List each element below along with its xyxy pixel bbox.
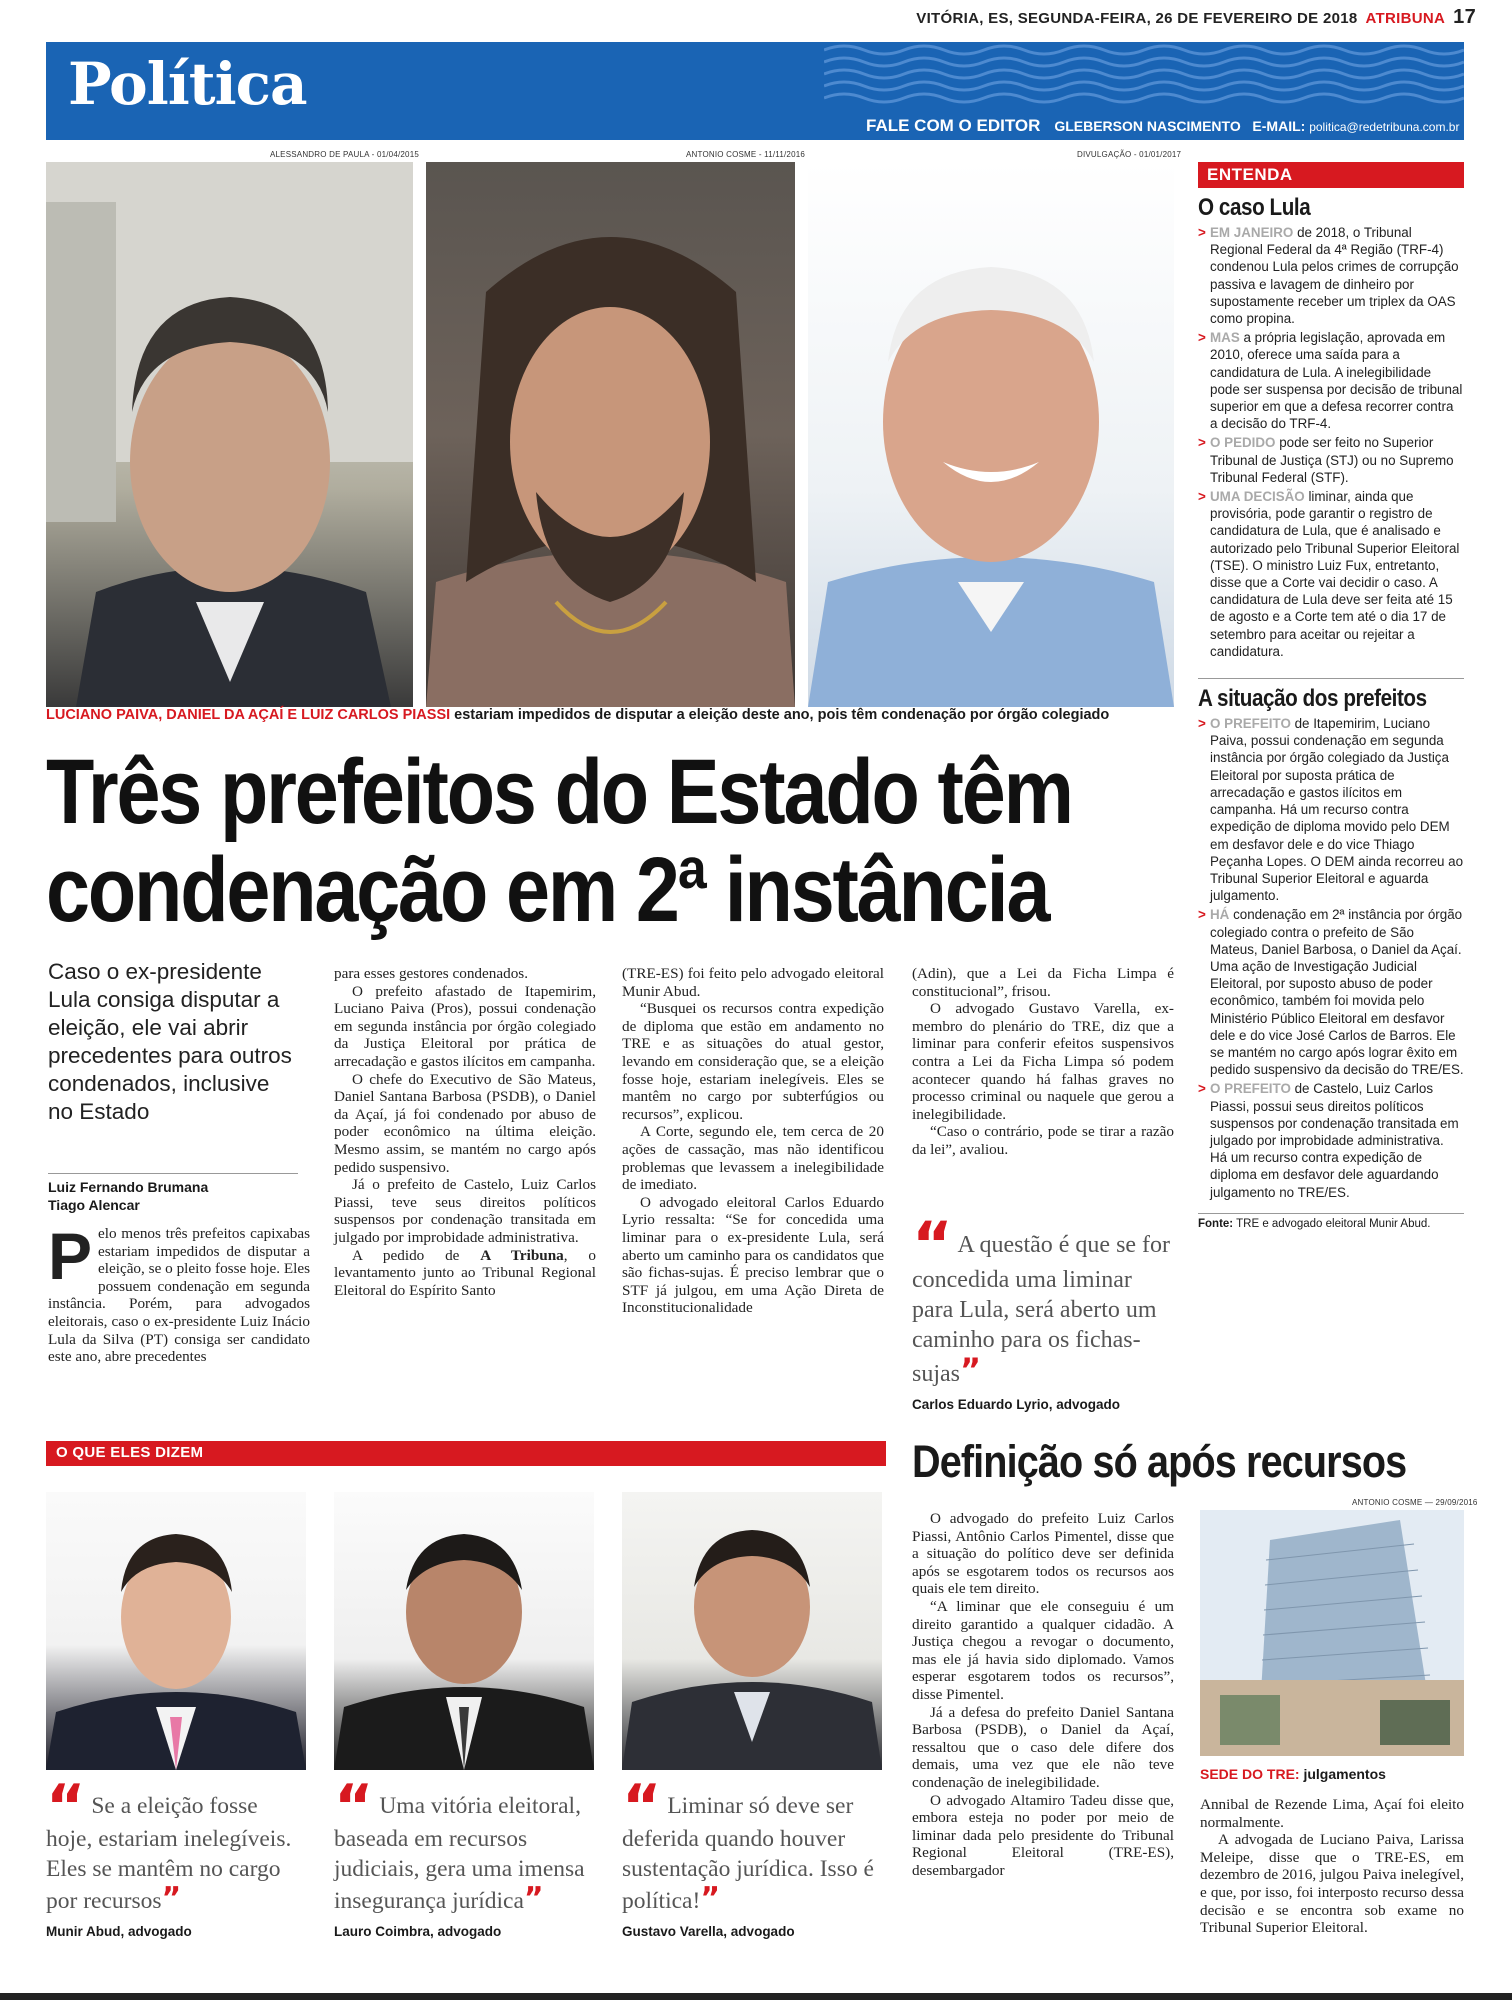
photo-lauro-coimbra xyxy=(334,1492,594,1770)
chevron-right-icon: > xyxy=(1198,489,1206,505)
sidebar-item-lead: MAS xyxy=(1210,330,1240,346)
sidebar-entenda xyxy=(1198,162,1464,1230)
sidebar-title-1: O caso Lula xyxy=(1198,194,1311,221)
col4-paragraph-1: (Adin), que a Lei da Ficha Limpa é constitucional”, frisou. xyxy=(912,965,1174,1000)
pull-quote xyxy=(912,1208,1174,1412)
col3-paragraph-4: O advogado eleitoral Carlos Eduardo Lyrio ressalta: “Se for concedida uma liminar para o ex-presidente Lula, será aberto um caminho para os candidatos que são fichas-sujas. É preciso lembrar que o STF já julgou, em uma Ação Direta de Inconstitucionalidade xyxy=(622,1193,884,1317)
main-headline xyxy=(46,741,1072,941)
sidebar-item xyxy=(1198,715,1464,904)
sidebar-item-lead: HÁ xyxy=(1210,907,1230,923)
editor-email: politica@redetribuna.com.br xyxy=(1309,120,1460,134)
page-number: 17 xyxy=(1453,6,1476,28)
section-title: Política xyxy=(68,50,307,118)
close-quote-icon: ” xyxy=(161,1881,182,1916)
editor-contact xyxy=(866,116,1459,136)
col2-paragraph-4: Já o prefeito de Castelo, Luiz Carlos Piassi, teve seus direitos políticos suspensos por condenação transitada em julgado por improbidade administrativa. xyxy=(334,1176,596,1246)
sidebar-item xyxy=(1198,906,1464,1078)
col3-paragraph-2: “Busquei os recursos contra expedição de diploma que estão em andamento no TRE e as situações do atual gestor, levando em consideração que, se a eleição fosse hoje, estariam inelegíveis. Eles se mantêm no cargo por subterfúgios ou recursos”, explicou. xyxy=(622,1000,884,1123)
sidebar-item-lead: O PREFEITO xyxy=(1210,1081,1291,1097)
date-text: VITÓRIA, ES, SEGUNDA-FEIRA, 26 DE FEVEREIRO DE 2018 xyxy=(916,10,1358,27)
sidebar-tag: ENTENDA xyxy=(1198,162,1464,188)
brand-logo: ATRIBUNA xyxy=(1365,10,1446,27)
col2-paragraph-5 xyxy=(334,1247,596,1300)
quote-3-text: Liminar só deve ser deferida quando houver sustentação jurídica. Isso é política! xyxy=(622,1793,874,1914)
open-quote-icon: “ xyxy=(46,1772,86,1842)
col1-paragraph: elo menos três prefeitos capixabas estariam impedidos de disputar a eleição, se o pleito fosse hoje. Eles possuem condenação em segunda instância. Porém, para advogados eleitorais, caso o ex-presidente Luiz Inácio Lula da Silva (PT) consiga ser candidato este ano, abre precedentes xyxy=(48,1225,310,1366)
photo-luiz-carlos-piassi xyxy=(808,162,1174,707)
open-quote-icon: “ xyxy=(334,1772,374,1842)
tre-caption-text: julgamentos xyxy=(1299,1766,1386,1782)
headline-line-1: Três prefeitos do Estado têm xyxy=(46,741,1072,843)
editor-label: FALE COM O EDITOR xyxy=(866,116,1041,135)
quote-munir-abud xyxy=(46,1772,308,1939)
col2-paragraph-2: O prefeito afastado de Itapemirim, Luciano Paiva (Pros), possui condenação em segunda instância por órgão colegiado da Justiça Eleitoral por prática de arrecadação e gastos ilícitos em campanha. xyxy=(334,982,596,1070)
second-story-column-1 xyxy=(912,1510,1174,1879)
quote-1-text: Se a eleição fosse hoje, estariam inelegíveis. Eles se mantêm no cargo por recursos xyxy=(46,1793,292,1914)
editor-name: GLEBERSON NASCIMENTO xyxy=(1054,118,1241,134)
sidebar-list-2 xyxy=(1198,715,1464,1201)
second-story-column-2 xyxy=(1200,1796,1464,1937)
sidebar-item xyxy=(1198,224,1464,327)
chevron-right-icon: > xyxy=(1198,330,1206,346)
sidebar-item-lead: UMA DECISÃO xyxy=(1210,489,1305,505)
chevron-right-icon: > xyxy=(1198,907,1206,923)
sidebar-item-text: liminar, ainda que provisória, pode garantir o registro de candidatura de Lula, que é analisado e autorizado pelo Tribunal Superior Eleitoral (TSE). O ministro Luiz Fux, entretanto, disse que a Corte vai decidir o caso. A candidatura de Lula deve ser feita até 15 de agosto e a Corte tem até o dia 17 de setembro para aceitar ou rejeitar a candidatura. xyxy=(1210,489,1460,659)
sidebar-item-text: de Itapemirim, Luciano Paiva, possui condenação em segunda instância por órgão colegiado da Justiça Eleitoral por suposta prática de arrecadação e gastos ilícitos em campanha. Há um recurso contra expedição de diploma movido pelo DEM em desfavor dele e do vice Thiago Peçanha Lopes. O DEM ainda recorreu ao Tribunal Superior Eleitoral e aguarda julgamento. xyxy=(1210,716,1464,904)
body-column-1 xyxy=(48,1219,310,1366)
sidebar-item-lead: O PREFEITO xyxy=(1210,716,1291,732)
second-p6: A advogada de Luciano Paiva, Larissa Meleipe, disse que o TRE-ES, em dezembro de 2016, julgou Paiva inelegível, e que, por isso, foi interposto recurso dessa decisão e se encontra sob exame no Tribunal Superior Eleitoral. xyxy=(1200,1831,1464,1937)
photo-tre-building xyxy=(1200,1510,1464,1756)
body-column-4 xyxy=(912,965,1174,1159)
pull-quote-author: Carlos Eduardo Lyrio, advogado xyxy=(912,1397,1121,1412)
second-headline: Definição só após recursos xyxy=(912,1436,1407,1487)
photo-luciano-paiva xyxy=(46,162,413,707)
second-p1: O advogado do prefeito Luiz Carlos Piassi, Antônio Carlos Pimentel, disse que a situação do político deve ser definida após se esgotarem todos os recursos aos quais ele tem direito. xyxy=(912,1510,1174,1598)
photo-caption xyxy=(46,707,1109,723)
quote-gustavo-varella xyxy=(622,1772,884,1939)
col2-p5-brand: A Tribuna xyxy=(480,1246,564,1264)
sidebar-item xyxy=(1198,488,1464,660)
body-column-2 xyxy=(334,965,596,1299)
pull-quote-text: A questão é que se for concedida uma liminar para Lula, será aberto um caminho para os fichas-sujas xyxy=(912,1232,1171,1387)
col3-paragraph-1: (TRE-ES) foi feito pelo advogado eleitoral Munir Abud. xyxy=(622,965,884,1000)
tre-photo-caption xyxy=(1200,1766,1386,1782)
caption-names: LUCIANO PAIVA, DANIEL DA AÇAÍ E LUIZ CARLOS PIASSI xyxy=(46,707,451,723)
caption-text: estariam impedidos de disputar a eleição deste ano, pois têm condenação por órgão colegiado xyxy=(454,707,1110,723)
photo-daniel-da-acai xyxy=(426,162,795,707)
chevron-right-icon: > xyxy=(1198,1081,1206,1097)
col2-p5-c: , o levantamento junto ao Tribunal Regional Eleitoral do Espírito Santo xyxy=(334,1246,596,1299)
col2-p5-a: A pedido de xyxy=(352,1246,481,1264)
author-1: Luiz Fernando Brumana xyxy=(48,1179,209,1195)
quotes-section-tag: O QUE ELES DIZEM xyxy=(46,1441,886,1466)
sidebar-item-text: a própria legislação, aprovada em 2010, oferece uma saída para a candidatura de Lula. A inelegibilidade pode ser suspensa por decisão de tribunal superior em que a defesa recorrer contra a decisão do TRF-4. xyxy=(1210,330,1463,432)
photo-credit-3: DIVULGAÇÃO - 01/01/2017 xyxy=(1077,150,1182,159)
tre-photo-credit: ANTONIO COSME — 29/09/2016 xyxy=(1352,1498,1478,1507)
photo-munir-abud xyxy=(46,1492,306,1770)
col2-paragraph-1: para esses gestores condenados. xyxy=(334,965,528,982)
dateline xyxy=(916,6,1476,29)
quote-1-author: Munir Abud, advogado xyxy=(46,1924,192,1939)
drop-cap: P xyxy=(48,1219,93,1293)
body-column-3 xyxy=(622,965,884,1317)
quote-3-author: Gustavo Varella, advogado xyxy=(622,1924,795,1939)
col3-paragraph-3: A Corte, segundo ele, tem cerca de 20 ações de cassação, mas não identificou problemas que levassem a inelegibilidade de imediato. xyxy=(622,1123,884,1194)
col4-paragraph-2: O advogado Gustavo Varella, ex-membro do plenário do TRE, diz que a liminar para conferir efeitos suspensivos contra a Lei da Ficha Limpa só podem acontecer quando há falhas graves no processo criminal ou naquele que gerou a inelegibilidade. xyxy=(912,1000,1174,1123)
quote-2-text: Uma vitória eleitoral, baseada em recursos judiciais, gera uma imensa insegurança jurídica xyxy=(334,1793,585,1914)
sidebar-item xyxy=(1198,329,1464,432)
sidebar-item-text: condenação em 2ª instância por órgão colegiado contra o prefeito de São Mateus, Daniel Barbosa, o Daniel da Açaí. Uma ação de Investigação Judicial Eleitoral, por suposto abuso de poder econômico, também foi movida pelo Ministério Público Eleitoral em desfavor dele e do vice José Carlos de Barros. Ele se mantém no cargo após lograr êxito em pedido suspensivo da decisão do TRE/ES. xyxy=(1210,907,1464,1078)
quote-2-author: Lauro Coimbra, advogado xyxy=(334,1924,502,1939)
open-quote-icon: “ xyxy=(622,1772,662,1842)
second-p3: Já a defesa do prefeito Daniel Santana Barbosa (PSDB), o Daniel da Açaí, ressaltou que o caso dele difere dos demais, uma vez que ele não teve condenação de inelegibilidade. xyxy=(912,1703,1174,1791)
photo-credit-2: ANTONIO COSME - 11/11/2016 xyxy=(686,150,806,159)
email-label: E-MAIL: xyxy=(1252,118,1306,134)
author-2: Tiago Alencar xyxy=(48,1197,140,1213)
source-label: Fonte: xyxy=(1198,1217,1234,1230)
chevron-right-icon: > xyxy=(1198,225,1206,240)
close-quote-icon: ” xyxy=(523,1881,544,1916)
chevron-right-icon: > xyxy=(1198,435,1206,451)
sidebar-list-1 xyxy=(1198,224,1464,660)
quote-lauro-coimbra xyxy=(334,1772,596,1939)
photo-gustavo-varella xyxy=(622,1492,882,1770)
sidebar-item-lead: EM JANEIRO xyxy=(1210,225,1294,240)
sidebar-source xyxy=(1198,1213,1464,1230)
open-quote-icon: “ xyxy=(912,1208,953,1281)
sidebar-item xyxy=(1198,434,1464,486)
col2-paragraph-3: O chefe do Executivo de São Mateus, Daniel Santana Barbosa (PSDB), o Daniel da Açaí, já foi condenado por abuso de poder econômico na última eleição. Mesmo assim, se mantém no cargo após pedido suspensivo. xyxy=(334,1070,596,1176)
col4-paragraph-3: “Caso o contrário, pode se tirar a razão da lei”, avaliou. xyxy=(912,1123,1174,1158)
photo-credit-1: ALESSANDRO DE PAULA - 01/04/2015 xyxy=(270,150,419,159)
second-p4: O advogado Altamiro Tadeu disse que, embora esteja no poder por meio de liminar dada pelo presidente do Tribunal Regional Eleitoral (TRE-ES), desembargador xyxy=(912,1791,1174,1879)
second-p5: Annibal de Rezende Lima, Açaí foi eleito normalmente. xyxy=(1200,1796,1464,1831)
headline-line-2: condenação em 2ª instância xyxy=(46,839,1049,941)
source-text: TRE e advogado eleitoral Munir Abud. xyxy=(1233,1217,1431,1230)
sidebar-item-lead: O PEDIDO xyxy=(1210,435,1276,451)
close-quote-icon: ” xyxy=(960,1351,982,1389)
sidebar-title-2: A situação dos prefeitos xyxy=(1198,685,1427,713)
article-deck: Caso o ex-presidente Lula consiga disputar a eleição, ele vai abrir precedentes para outros condenados, inclusive no Estado xyxy=(48,959,292,1124)
tre-caption-label: SEDE DO TRE: xyxy=(1200,1766,1300,1782)
bottom-rule xyxy=(0,1993,1512,2000)
sidebar-item-text: de 2018, o Tribunal Regional Federal da 4ª Região (TRF-4) condenou Lula pelos crimes de corrupção passiva e lavagem de dinheiro por supostamente receber um triplex da OAS como propina. xyxy=(1210,225,1459,327)
chevron-right-icon: > xyxy=(1198,716,1206,732)
sidebar-item-text: de Castelo, Luiz Carlos Piassi, possui seus direitos políticos suspensos por condenação transitada em julgado por improbidade administrativa. Há um recurso contra expedição de diploma em desfavor dele aguardando julgamento no TRE/ES. xyxy=(1210,1081,1459,1200)
byline xyxy=(48,1173,298,1214)
sidebar-item-text: pode ser feito no Superior Tribunal de Justiça (STJ) ou no Supremo Tribunal Federal (STF). xyxy=(1210,435,1454,485)
sidebar-item xyxy=(1198,1080,1464,1200)
close-quote-icon: ” xyxy=(700,1881,721,1916)
second-p2: “A liminar que ele conseguiu é um direito garantido a qualquer cidadão. A Justiça chegou a revogar o documento, mas ele já havia sido diplomado. Vamos esperar esgotarem todos os recursos”, disse Pimentel. xyxy=(912,1597,1174,1703)
